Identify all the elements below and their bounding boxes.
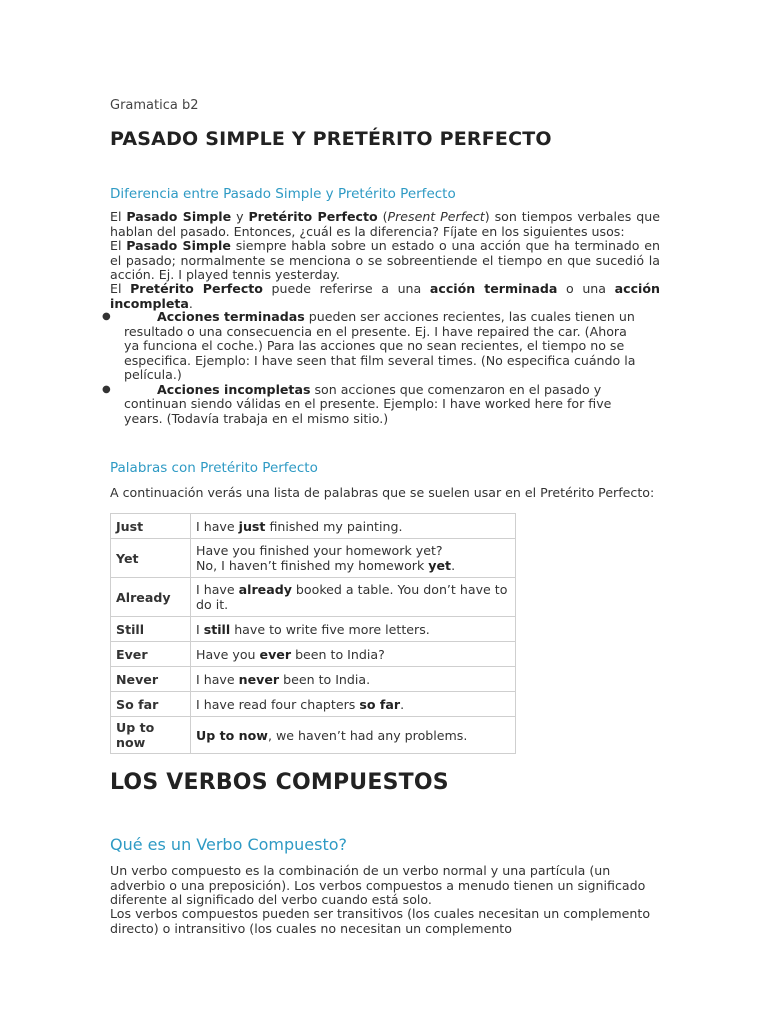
table-cell-example: Have you finished your homework yet? No, I haven’t finished my homework yet. [191,539,516,578]
paragraph-verbo-compuesto-tipos: Los verbos compuestos pueden ser transitivos (los cuales necesitan un complemento directo) o intransitivo (los cuales no necesitan un complemento [110,906,651,936]
uses-bullet-list [102,309,640,426]
table-cell-word: So far [111,692,191,717]
bullet-icon: ● [102,311,111,322]
table-cell-word: Just [111,514,191,539]
table-cell-word: Already [111,578,191,617]
table-row [111,514,516,539]
table-row [111,539,516,578]
subtitle-palabras: Palabras con Pretérito Perfecto [110,460,318,476]
table-cell-word: Never [111,667,191,692]
paragraph-lista-intro: A continuación verás una lista de palabras que se suelen usar en el Pretérito Perfecto: [110,485,655,500]
section-title-pasado-simple: PASADO SIMPLE Y PRETÉRITO PERFECTO [110,128,552,150]
table-cell-example: I have just finished my painting. [191,514,516,539]
table-cell-example: I have read four chapters so far. [191,692,516,717]
table-cell-example: I still have to write five more letters. [191,617,516,642]
table-cell-example: I have already booked a table. You don’t have to do it. [191,578,516,617]
words-table [110,513,516,754]
table-cell-word: Ever [111,642,191,667]
table-cell-word: Up to now [111,717,191,754]
term-preterito-perfecto: Pretérito Perfecto [248,209,378,224]
subtitle-que-es-verbo-compuesto: Qué es un Verbo Compuesto? [110,835,348,854]
table-cell-word: Still [111,617,191,642]
paragraph-preterito-perfecto: El Pretérito Perfecto puede referirse a una acción terminada o una acción incompleta. [110,281,660,311]
term-present-perfect: Present Perfect [387,209,485,224]
table-row [111,578,516,617]
table-cell-example: Have you ever been to India? [191,642,516,667]
table-cell-example: Up to now, we haven’t had any problems. [191,717,516,754]
table-row [111,642,516,667]
table-cell-word: Yet [111,539,191,578]
table-cell-example: I have never been to India. [191,667,516,692]
list-item: ● Acciones incompletas son acciones que comenzaron en el pasado y continuan siendo válidas en el presente. Ejemplo: I have worked here for five years. (Todavía trabaja en el mismo sitio.) [102,381,612,426]
paragraph-verbo-compuesto-def: Un verbo compuesto es la combinación de un verbo normal y una partícula (un adverbio o una preposición). Los verbos compuestos a menudo tienen un significado diferente al significado del verbo cuando está solo. [110,863,646,907]
section-title-verbos-compuestos: LOS VERBOS COMPUESTOS [110,770,449,795]
table-row [111,717,516,754]
term-pasado-simple: Pasado Simple [126,209,232,224]
bullet-icon: ● [102,383,111,395]
list-item: ● Acciones terminadas pueden ser acciones recientes, las cuales tienen un resultado o una consecuencia en el presente. Ej. I have repaired the car. (Ahora ya funciona el coche.) Para las acciones que no sean recientes, el tiempo no se especifica. Ejemplo: I have seen that film several times. (No especifica cuándo la película.) [102,309,636,382]
table-row [111,692,516,717]
table-row [111,667,516,692]
document-label: Gramatica b2 [110,98,199,113]
paragraph-pasado-simple: El Pasado Simple siempre habla sobre un estado o una acción que ha terminado en el pasado; normalmente se menciona o se sobreentiende el tiempo en que sucedió la acción. Ej. I played tennis yesterday. [110,238,660,282]
subtitle-diferencia: Diferencia entre Pasado Simple y Pretérito Perfecto [110,186,456,202]
table-row [111,617,516,642]
paragraph-intro: El Pasado Simple y Pretérito Perfecto (Present Perfect) son tiempos verbales que hablan del pasado. Entonces, ¿cuál es la diferencia? Fíjate en los siguientes usos: [110,209,660,239]
